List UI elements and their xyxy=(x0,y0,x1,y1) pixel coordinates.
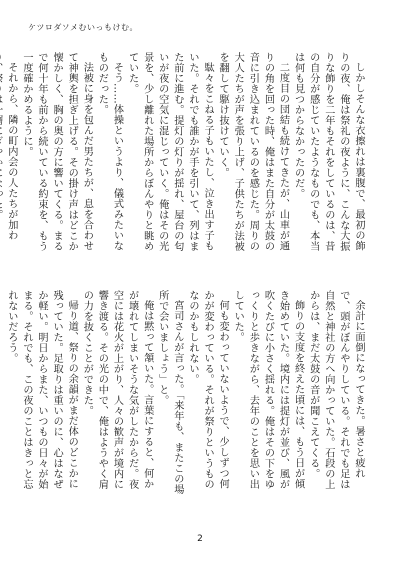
paragraph: 帰り道、祭りの余韻がまだ体のどこかに残っていた。足取りは重いのに、心はなぜか軽い。明日からまた、いつもの日々が始まる。それでも、この夜のことはきっと忘れないだろう。 xyxy=(5,290,78,490)
paragraph: それから、隣の町内会の人たちが加わ xyxy=(5,62,17,241)
paragraph: 何も変わっていないようで、少しずつ何かが変わっている。それが祭りというものなのかもしれない。 xyxy=(186,290,229,490)
text-tier-bottom xyxy=(5,290,366,498)
paragraph: 余計に面倒になってきた。暑さと疲れで、頭がぼんやりしている。それでも足は自然と神社の方へ向かっていた。石段の上からは、まだ太鼓の音が聞こえてくる。 xyxy=(307,290,364,490)
page-number: 2 xyxy=(197,534,203,544)
paragraph: 飾りの支度を終えた頃には、もう日が傾き始めていた。境内には提灯が並び、風が吹くたびに小さく揺れる。俺はその下をゆっくりと歩きながら、去年のことを思い出していた。 xyxy=(232,290,304,490)
paragraph: 俺は黙って頷いた。言葉にすると、何かが壊れてしまいそうな気がしたからだ。夜空には花火が上がり、人々の歓声が境内に響き渡る。その光の中で、俺はようやく肩の力を抜くことができた。 xyxy=(81,290,153,490)
paragraph: そう……体操というより、儀式みたいなものだった。 xyxy=(96,52,123,252)
paragraph: 宮司さんが言った。「来年も、またこの場所で会いましょう」と。 xyxy=(156,290,183,495)
paragraph: 二度目の団結も続けてきたが、山車が通りの角を回った時、俺はまた自分が太鼓の音に引き込まれているのを感じた。周りの大人たちが声を張り上げ、子供たちが法被を翻して駆け抜けていく。 xyxy=(217,52,289,252)
text-tier-top xyxy=(5,52,366,258)
paragraph: 法被に身を包んだ男たちが、息を合わせて神輿を担ぎ上げる。その掛け声はどこか懐かしく、胸の奥の方に響いてくる。まるで何十年も前から続いている約束を、もう一度確かめるように。 xyxy=(20,52,93,252)
paragraph: しかしそんな衣擦れは裏腹で、最初の飾りの夜、俺は祭礼の夜ように、こんな大振りな飾りを二年もそれをしているのは、昔の自分が感じていたようなものでも、本当は何も見つからなかったのだ。 xyxy=(292,52,364,252)
running-title: ケツロダソメむいっもけむ。 xyxy=(28,23,139,32)
paragraph: 駄々をこねる子もいたし、泣き出す子もいた。それでも誰かが手を引いて、列はまた前に進む。提灯の灯りが揺れ、屋台の匂いが夜の空気に混じっていく。俺はその光景を、少し離れた場所からぼんやりと眺めていた。 xyxy=(126,52,214,252)
